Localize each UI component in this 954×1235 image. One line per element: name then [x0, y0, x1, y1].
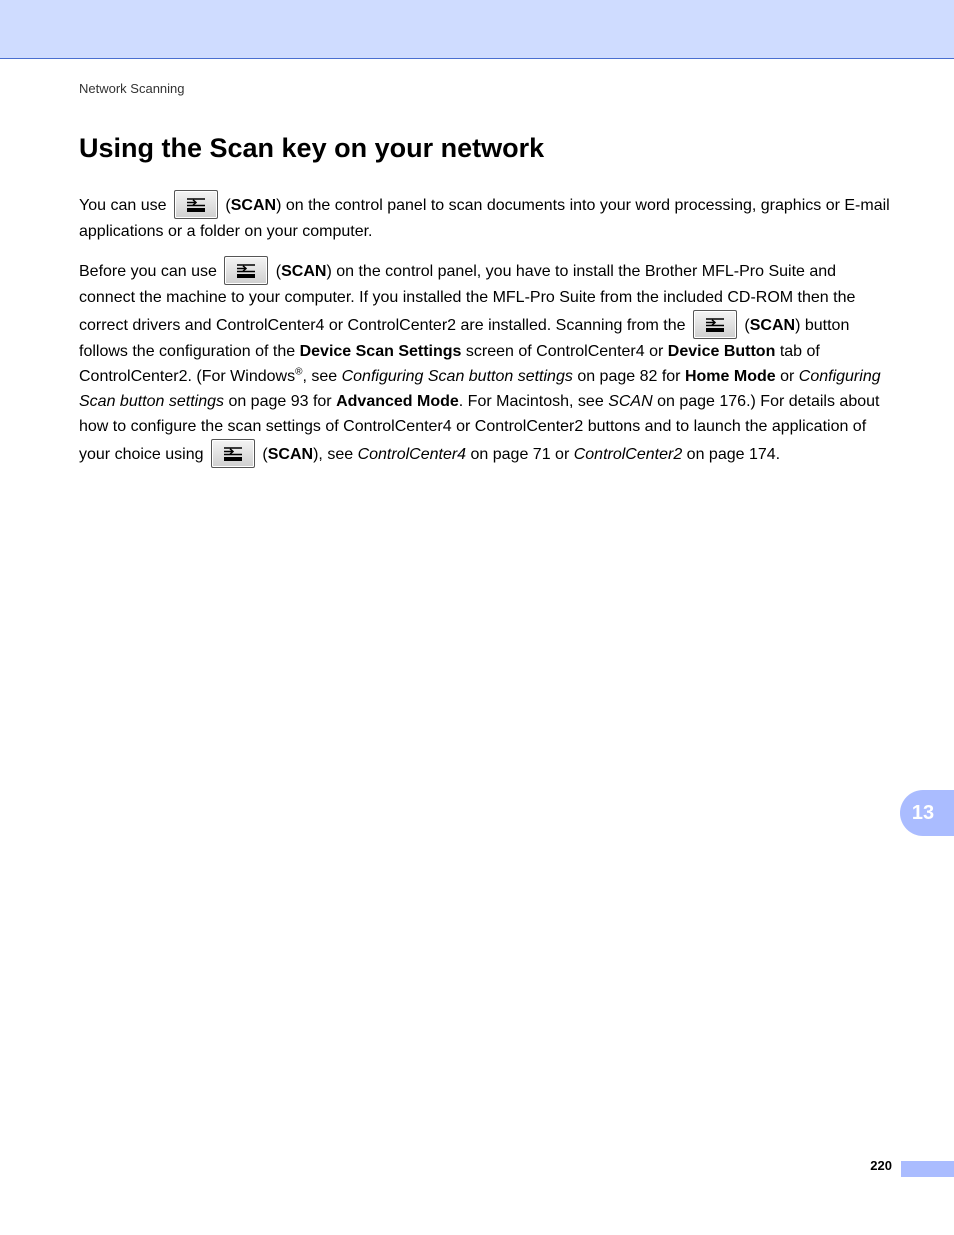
scan-key-icon [174, 190, 218, 219]
page-title: Using the Scan key on your network [79, 133, 545, 163]
scan-key-icon [693, 310, 737, 339]
page-number-bar [901, 1161, 954, 1177]
paragraph-1: You can use (SCAN) on the control panel to scan documents into your word processing, graphics or E-mail applications or a folder on your computer. [79, 190, 891, 244]
body-text [79, 190, 891, 480]
section-header: Network Scanning [79, 81, 185, 96]
chapter-tab: 13 [900, 790, 954, 836]
scan-key-icon [211, 439, 255, 468]
page-number: 220 [870, 1158, 892, 1173]
scan-key-icon [224, 256, 268, 285]
paragraph-2: Before you can use (SCAN) on the control panel, you have to install the Brother MFL-Pro Suite and connect the machine to your computer. If you installed the MFL-Pro Suite from the included CD-ROM then the correct drivers and ControlCenter4 or ControlCenter2 are installed. Scanning from the (SCAN) button follows the configuration of the Device Scan Settings screen of ControlCenter4 or Device Button tab of ControlCenter2. (For Windows®, see Configuring Scan button settings on page 82 for Home Mode or Configuring Scan button settings on page 93 for Advanced Mode. For Macintosh, see SCAN on page 176.) For details about how to configure the scan settings of ControlCenter4 or ControlCenter2 buttons and to launch the application of your choice using (SCAN), see ControlCenter4 on page 71 or ControlCenter2 on page 174. [79, 256, 891, 468]
header-band [0, 0, 954, 59]
